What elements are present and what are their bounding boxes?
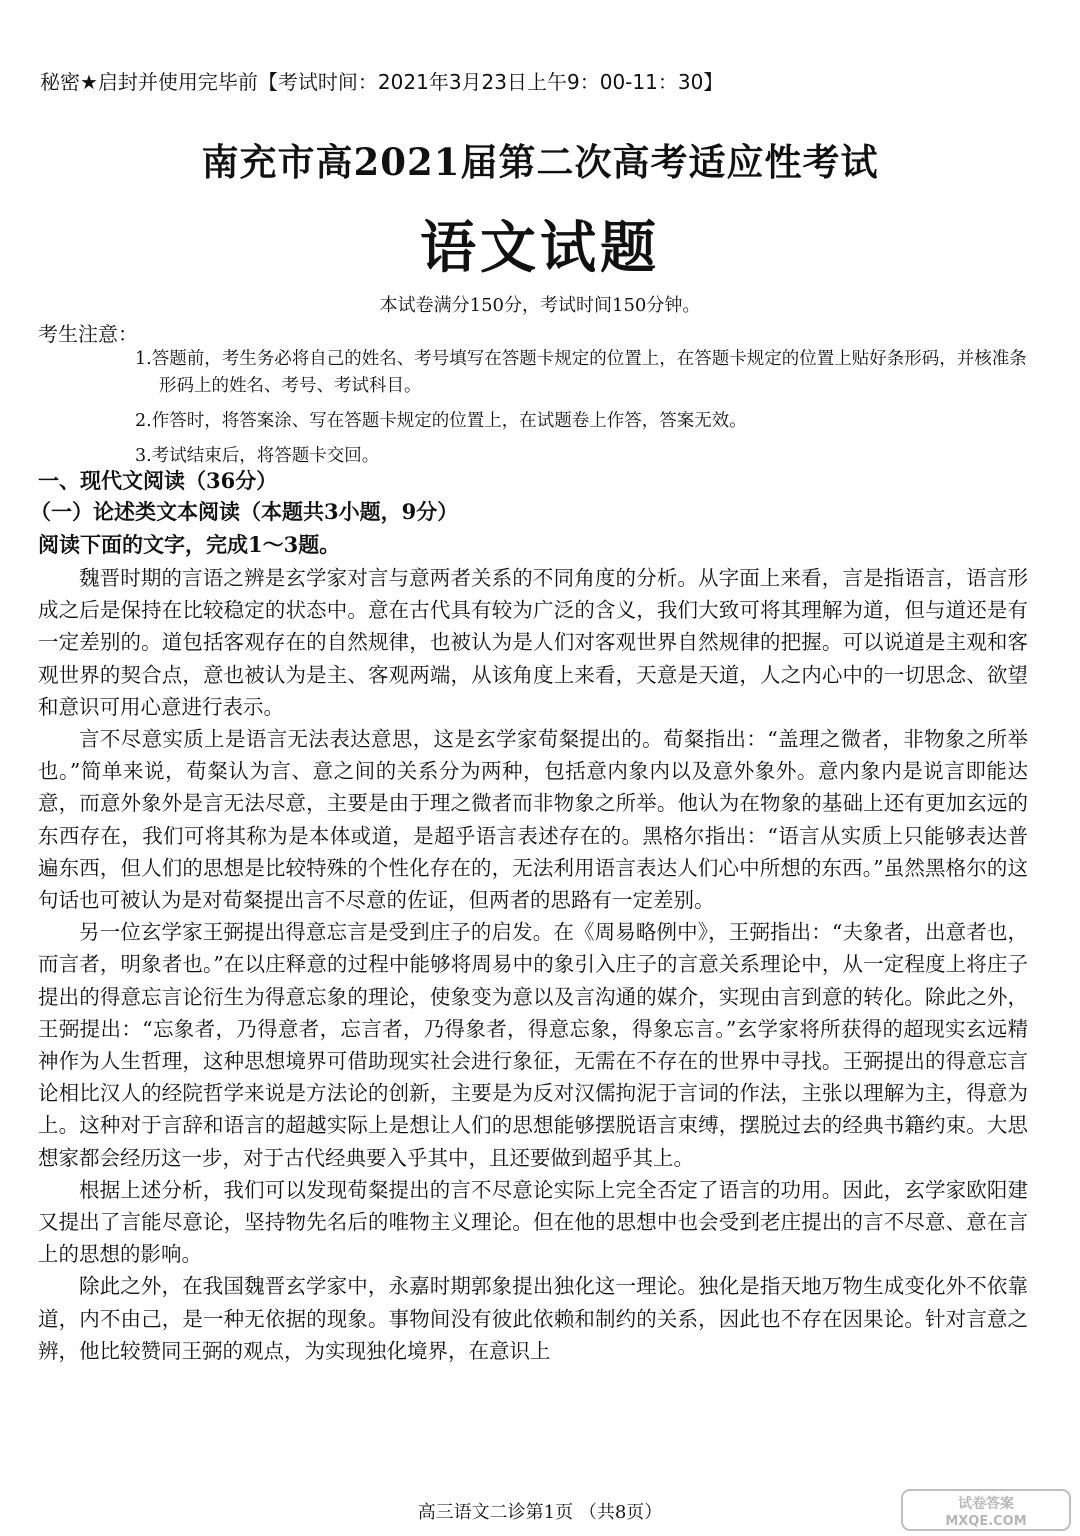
article-body [38,562,1028,1367]
watermark-seal-icon [900,1488,1072,1532]
article-paragraph: 魏晋时期的言语之辨是玄学家对言与意两者关系的不同角度的分析。从字面上来看，言是指语言，语言形成之后是保持在比较稳定的状态中。意在古代具有较为广泛的含义，我们大致可将其理解为道，但与道还是有一定差别的。道包括客观存在的自然规律，也被认为是人们对客观世界自然规律的把握。可以说道是主观和客观世界的契合点，意也被认为是主、客观两端，从该角度上来看，天意是天道，人之内心中的一切思念、欲望和意识可用心意进行表示。 [38,566,1028,719]
article-paragraph: 除此之外，在我国魏晋玄学家中，永嘉时期郭象提出独化这一理论。独化是指天地万物生成变化外不依靠道，内不由己，是一种无依据的现象。事物间没有彼此依赖和制约的关系，因此也不存在因果论。针对言意之辨，他比较赞同王弼的观点，为实现独化境界，在意识上 [38,1274,1028,1363]
article-paragraph: 根据上述分析，我们可以发现荀粲提出的言不尽意论实际上完全否定了语言的功用。因此，玄学家欧阳建又提出了言能尽意论，坚持物先名后的唯物主义理论。但在他的思想中也会受到老庄提出的言不尽意、意在言上的思想的影响。 [38,1177,1028,1267]
svg-text:MXQE.COM: MXQE.COM [945,1514,1027,1529]
article-paragraph: 言不尽意实质上是语言无法表达意思，这是玄学家荀粲提出的。荀粲指出：“盖理之微者，非物象之所举也。”简单来说，荀粲认为言、意之间的关系分为两种，包括意内象内以及意外象外。意内象内是说言即能达意，而意外象外是言无法尽意，主要是由于理之微者而非物象之所举。他认为在物象的基础上还有更加玄远的东西存在，我们可将其称为是本体或道，是超乎语言表述存在的。黑格尔指出：“语言从实质上只能够表达普遍东西，但人们的思想是比较特殊的个性化存在的，无法利用语言表达人们心中所想的东西。”虽然黑格尔的这句话也可被认为是对荀粲提出言不尽意的佐证，但两者的思路有一定差别。 [38,727,1028,913]
notice-list [135,346,1035,470]
notice-item: 3.考试结束后，将答题卡交回。 [135,446,380,466]
section-heading: 一、现代文阅读（36分） [38,468,278,493]
reading-instruction: 阅读下面的文字，完成1～3题。 [38,532,341,557]
score-info: 本试卷满分150分，考试时间150分钟。 [379,295,701,316]
page-footer: 高三语文二诊第1页 （共8页） [417,1502,663,1523]
subject-title: 语文试题 [420,215,660,281]
exam-title: 南充市高2021届第二次高考适应性考试 [201,140,879,184]
notice-item: 2.作答时，将答案涂、写在答题卡规定的位置上，在试题卷上作答，答案无效。 [135,411,747,431]
svg-text:试卷答案: 试卷答案 [958,1496,1014,1512]
notice-item: 1.答题前，考生务必将自己的姓名、考号填写在答题卡规定的位置上，在答题卡规定的位置上贴好条形码，并核准条形码上的姓名、考号、考试科目。 [135,349,1027,396]
article-paragraph: 另一位玄学家王弼提出得意忘言是受到庄子的启发。在《周易略例中》，王弼指出：“夫象者，出意者也，而言者，明象者也。”在以庄释意的过程中能够将周易中的象引入庄子的言意关系理论中，从一定程度上将庄子提出的得意忘言论衍生为得意忘象的理论，使象变为意以及言沟通的媒介，实现由言到意的转化。除此之外，王弼提出：“忘象者，乃得意者，忘言者，乃得象者，得意忘象，得象忘言。”玄学家将所获得的超现实玄远精神作为人生哲理，这种思想境界可借助现实社会进行象征，无需在不存在的世界中寻找。王弼提出的得意忘言论相比汉人的经院哲学来说是方法论的创新，主要是为反对汉儒拘泥于言词的作法，主张以理解为主，得意为上。这种对于言辞和语言的超越实际上是想让人们的思想能够摆脱语言束缚，摆脱过去的经典书籍约束。大思想家都会经历这一步，对于古代经典要入乎其中，且还要做到超乎其上。 [38,920,1028,1170]
watermark-logo [900,1488,1072,1532]
sub-section-heading: （一）论述类文本阅读（本题共3小题，9分） [30,499,459,524]
confidential-notice: 秘密★启封并使用完毕前【考试时间：2021年3月23日上午9：00-11：30】 [40,70,724,94]
notice-heading: 考生注意： [38,322,138,346]
